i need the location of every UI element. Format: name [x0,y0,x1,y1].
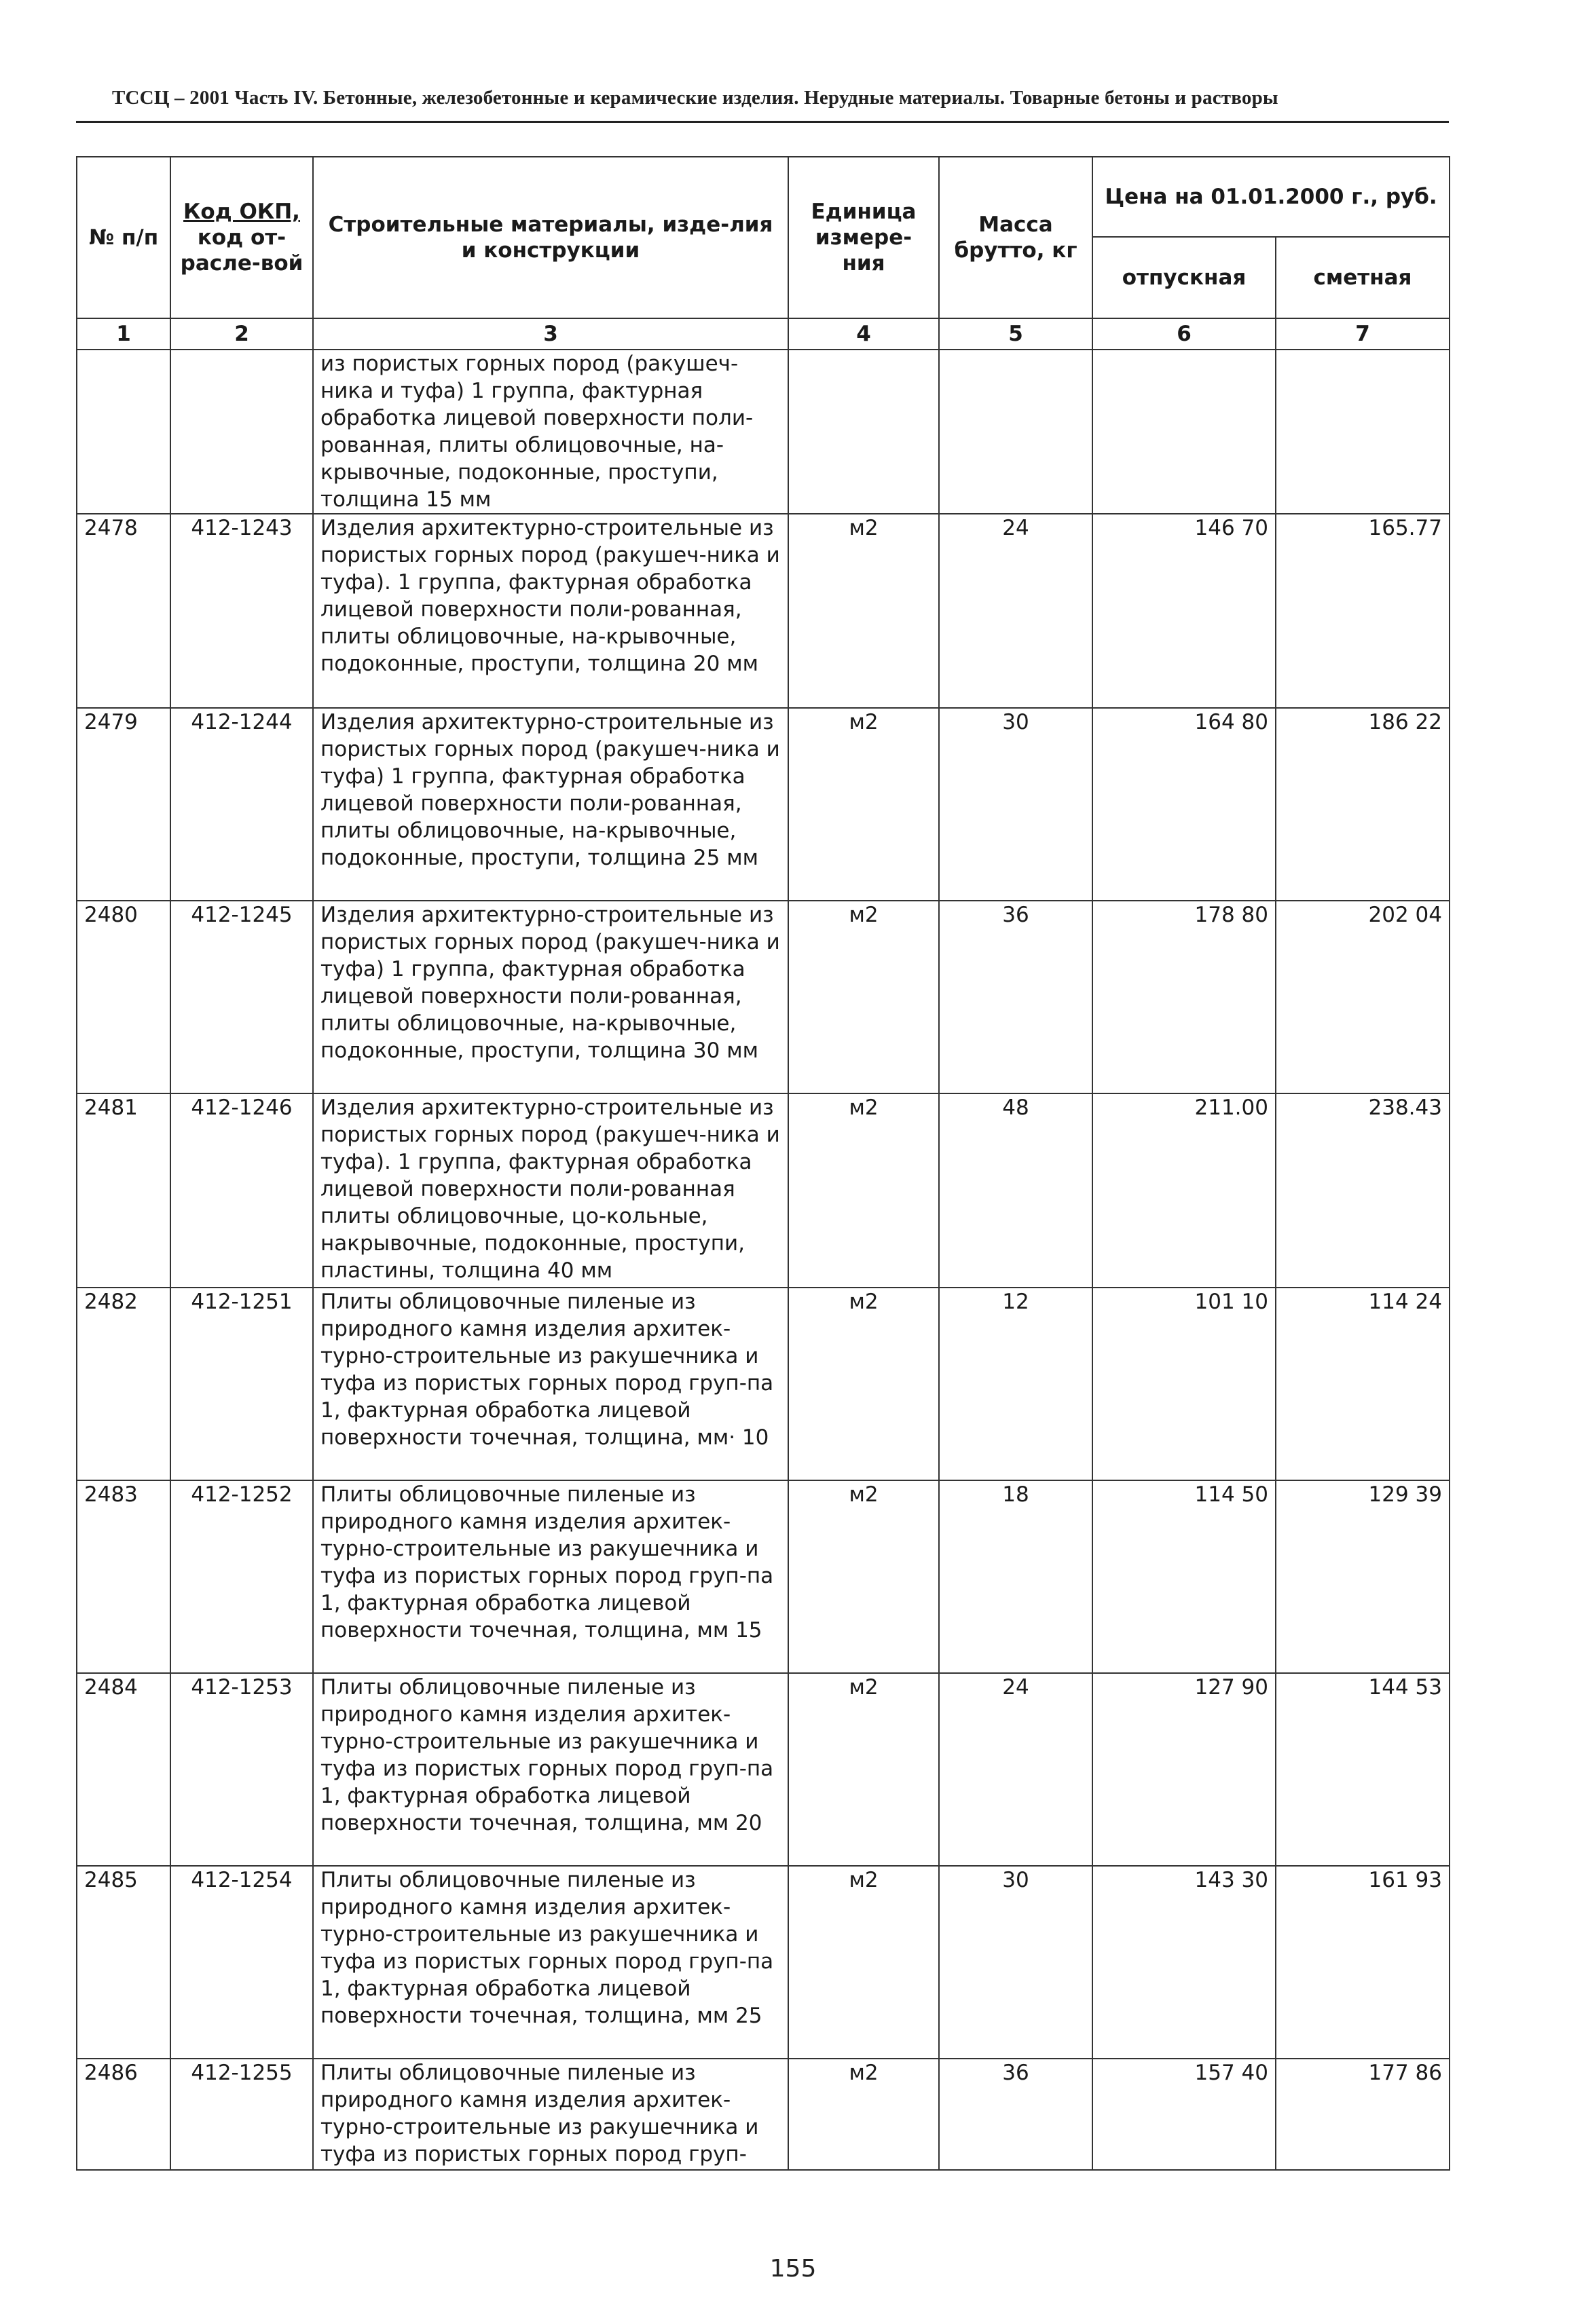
column-number: 2 [170,318,313,350]
cell-mass: 24 [939,1673,1092,1866]
column-number: 7 [1276,318,1450,350]
cell-mass [939,350,1092,514]
cell-okp: 412-1245 [170,901,313,1093]
column-number: 5 [939,318,1092,350]
cell-unit: м2 [788,1288,939,1480]
cell-num: 2483 [77,1480,170,1673]
cell-mass: 18 [939,1480,1092,1673]
table-row [77,1673,1450,1866]
cell-num: 2480 [77,901,170,1093]
page-number: 155 [769,2255,817,2283]
col-header-mass: Масса брутто, кг [939,157,1092,318]
cell-mass: 24 [939,514,1092,708]
cell-num: 2486 [77,2059,170,2170]
cell-price-estimate: 161 93 [1276,1866,1450,2059]
col-header-price-estimate: сметная [1276,237,1450,318]
cell-unit: м2 [788,708,939,901]
col-header-okp-rest: код от-расле-вой [180,225,303,276]
column-number: 1 [77,318,170,350]
table-row [77,901,1450,1093]
table-row [77,1093,1450,1288]
cell-unit: м2 [788,1093,939,1288]
cell-price-estimate: 144 53 [1276,1673,1450,1866]
cell-okp: 412-1255 [170,2059,313,2170]
cell-description: Изделия архитектурно-строительные из пористых горных пород (ракушеч-ника и туфа) 1 группа, фактурная обработка лицевой поверхности поли-рованная, плиты облицовочные, на-крывочные, подоконные, проступи, толщина 25 мм [313,708,788,901]
cell-description: Изделия архитектурно-строительные из пористых горных пород (ракушеч-ника и туфа). 1 группа, фактурная обработка лицевой поверхности поли-рованная, плиты облицовочные, на-крывочные, подоконные, проступи, толщина 20 мм [313,514,788,708]
cell-description: из пористых горных пород (ракушеч-ника и туфа) 1 группа, фактурная обработка лицевой поверхности поли-рованная, плиты облицовочные, на-крывочные, подоконные, проступи, толщина 15 мм [313,350,788,514]
cell-price-estimate: 165.77 [1276,514,1450,708]
column-number: 4 [788,318,939,350]
cell-price-release: 146 70 [1092,514,1276,708]
cell-unit: м2 [788,1866,939,2059]
cell-num: 2485 [77,1866,170,2059]
cell-num: 2478 [77,514,170,708]
cell-mass: 30 [939,1866,1092,2059]
cell-price-estimate: 202 04 [1276,901,1450,1093]
cell-unit [788,350,939,514]
cell-price-release [1092,350,1276,514]
cell-price-release: 157 40 [1092,2059,1276,2170]
cell-price-estimate: 114 24 [1276,1288,1450,1480]
cell-mass: 48 [939,1093,1092,1288]
column-number-row [77,318,1450,350]
col-header-okp-underlined: Код ОКП, [183,200,300,224]
cell-description: Изделия архитектурно-строительные из пористых горных пород (ракушеч-ника и туфа). 1 группа, фактурная обработка лицевой поверхности поли-рованная плиты облицовочные, цо-кольные, накрывочные, подоконные, проступи, пластины, толщина 40 мм [313,1093,788,1288]
col-header-okp [170,157,313,318]
cell-okp: 412-1251 [170,1288,313,1480]
cell-description: Плиты облицовочные пиленые из природного камня изделия архитек-турно-строительные из ракушечника и туфа из пористых горных пород груп-па 1, фактурная обработка лицевой поверхности точечная, толщина, мм 20 [313,1673,788,1866]
col-header-unit: Единица измере-ния [788,157,939,318]
col-header-materials: Строительные материалы, изде-лия и конструкции [313,157,788,318]
cell-unit: м2 [788,1480,939,1673]
col-header-price-release: отпускная [1092,237,1276,318]
col-header-num: № п/п [77,157,170,318]
cell-unit: м2 [788,2059,939,2170]
cell-okp: 412-1246 [170,1093,313,1288]
cell-okp: 412-1243 [170,514,313,708]
cell-okp: 412-1252 [170,1480,313,1673]
cell-price-estimate: 129 39 [1276,1480,1450,1673]
cell-description: Плиты облицовочные пиленые из природного камня изделия архитек-турно-строительные из ракушечника и туфа из пористых горных пород груп-па 1, фактурная обработка лицевой поверхности точечная, толщина, мм 25 [313,1866,788,2059]
price-table [76,156,1450,2171]
cell-price-estimate: 186 22 [1276,708,1450,901]
cell-unit: м2 [788,901,939,1093]
cell-price-estimate: 238.43 [1276,1093,1450,1288]
cell-num: 2482 [77,1288,170,1480]
cell-unit: м2 [788,514,939,708]
table-row [77,1288,1450,1480]
cell-description: Плиты облицовочные пиленые из природного камня изделия архитек-турно-строительные из ракушечника и туфа из пористых горных пород груп-па 1, фактурная обработка лицевой поверхности точечная, толщина, мм· 10 [313,1288,788,1480]
cell-okp: 412-1254 [170,1866,313,2059]
cell-description: Изделия архитектурно-строительные из пористых горных пород (ракушеч-ника и туфа) 1 группа, фактурная обработка лицевой поверхности поли-рованная, плиты облицовочные, на-крывочные, подоконные, проступи, толщина 30 мм [313,901,788,1093]
header-rule [76,121,1449,123]
table-row [77,1866,1450,2059]
cell-price-release: 143 30 [1092,1866,1276,2059]
cell-mass: 36 [939,2059,1092,2170]
cell-num: 2481 [77,1093,170,1288]
cell-price-release: 114 50 [1092,1480,1276,1673]
cell-unit: м2 [788,1673,939,1866]
cell-price-release: 101 10 [1092,1288,1276,1480]
table-row [77,1480,1450,1673]
running-head: ТССЦ – 2001 Часть IV. Бетонные, железобетонные и керамические изделия. Нерудные материалы. Товарные бетоны и растворы [112,87,1278,109]
cell-okp: 412-1244 [170,708,313,901]
cell-mass: 36 [939,901,1092,1093]
cell-mass: 30 [939,708,1092,901]
table-row [77,708,1450,901]
cell-description: Плиты облицовочные пиленые из природного камня изделия архитек-турно-строительные из ракушечника и туфа из пористых горных пород груп-па 1, фактурная обработка лицевой поверхности точечная, толщина, мм 15 [313,1480,788,1673]
cell-num: 2479 [77,708,170,901]
col-header-price-group: Цена на 01.01.2000 г., руб. [1092,157,1450,237]
cell-price-estimate: 177 86 [1276,2059,1450,2170]
cell-price-release: 211.00 [1092,1093,1276,1288]
cell-price-release: 164 80 [1092,708,1276,901]
cell-description: Плиты облицовочные пиленые из природного камня изделия архитек-турно-строительные из ракушечника и туфа из пористых горных пород груп- [313,2059,788,2170]
cell-num: 2484 [77,1673,170,1866]
header-row-main [77,157,1450,237]
table-row [77,514,1450,708]
cell-okp: 412-1253 [170,1673,313,1866]
cell-okp [170,350,313,514]
cell-price-release: 178 80 [1092,901,1276,1093]
cell-price-estimate [1276,350,1450,514]
column-number: 3 [313,318,788,350]
table-row [77,350,1450,514]
cell-mass: 12 [939,1288,1092,1480]
cell-price-release: 127 90 [1092,1673,1276,1866]
table-row [77,2059,1450,2170]
cell-num [77,350,170,514]
column-number: 6 [1092,318,1276,350]
